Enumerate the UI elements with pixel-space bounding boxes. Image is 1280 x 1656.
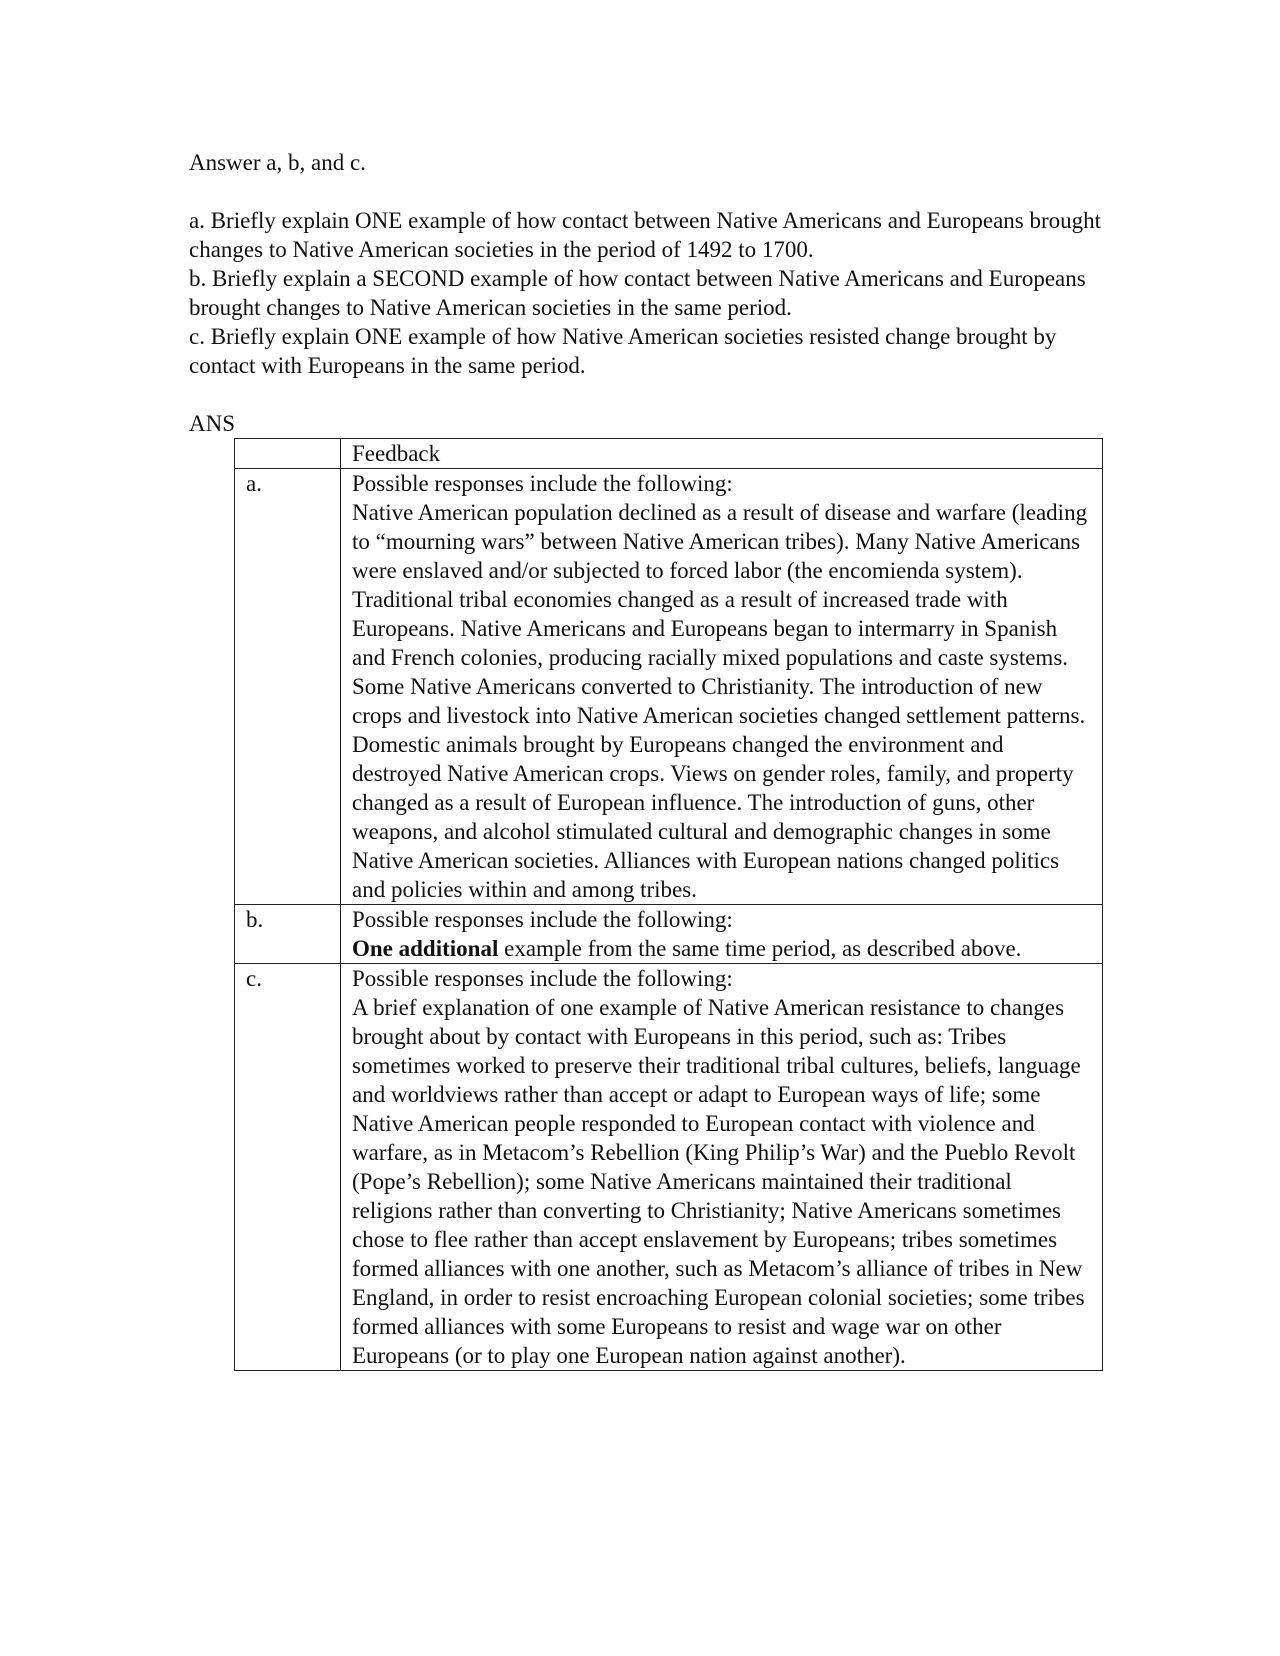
spacer	[189, 380, 1109, 409]
row-body-b-wrapper	[352, 934, 1091, 963]
row-label-a: a.	[235, 469, 341, 905]
row-feedback-b	[341, 905, 1103, 964]
row-body-a: Native American population declined as a result of disease and warfare (leading to “mourning wars” between Native American tribes). Many Native Americans were enslaved and/or subjected to forced labor (the encomienda system). Traditional tribal economies changed as a result of increased trade with Europeans. Native Americans and Europeans began to intermarry in Spanish and French colonies, producing racially mixed populations and caste systems. Some Native Americans converted to Christianity. The introduction of new crops and livestock into Native American societies changed settlement patterns. Domestic animals brought by Europeans changed the environment and destroyed Native American crops. Views on gender roles, family, and property changed as a result of European influence. The introduction of guns, other weapons, and alcohol stimulated cultural and demographic changes in some Native American societies. Alliances with European nations changed politics and policies within and among tribes.	[352, 500, 1088, 902]
row-label-c: c.	[235, 964, 341, 1371]
question-a: a. Briefly explain ONE example of how contact between Native Americans and Europeans brought changes to Native American societies in the period of 1492 to 1700.	[189, 208, 1102, 262]
row-intro-b: Possible responses include the following:	[352, 907, 733, 932]
feedback-table	[234, 438, 1103, 1371]
table-row-c	[235, 964, 1103, 1371]
table-header-row	[235, 439, 1103, 469]
row-label-b: b.	[235, 905, 341, 964]
table-row-a	[235, 469, 1103, 905]
row-body-c: A brief explanation of one example of Native American resistance to changes brought about by contact with Europeans in this period, such as: Tribes sometimes worked to preserve their traditional tribal cultures, beliefs, language and worldviews rather than accept or adapt to European ways of life; some Native American people responded to European contact with violence and warfare, as in Metacom’s Rebellion (King Philip’s War) and the Pueblo Revolt (Pope’s Rebellion); some Native Americans maintained their traditional religions rather than converting to Christianity; Native Americans sometimes chose to flee rather than accept enslavement by Europeans; tribes sometimes formed alliances with one another, such as Metacom’s alliance of tribes in New England, in order to resist encroaching European colonial societies; some tribes formed alliances with some Europeans to resist and wage war on other Europeans (or to play one European nation against another).	[352, 995, 1085, 1368]
row-intro-c: Possible responses include the following:	[352, 966, 733, 991]
question-b: b. Briefly explain a SECOND example of how contact between Native Americans and Europeans brought changes to Native American societies in the same period.	[189, 266, 1086, 320]
row-intro-a: Possible responses include the following:	[352, 471, 733, 496]
instruction-text: Answer a, b, and c.	[189, 150, 366, 175]
spacer	[189, 177, 1109, 206]
header-blank-cell	[235, 439, 341, 469]
table-row-b	[235, 905, 1103, 964]
question-c: c. Briefly explain ONE example of how Native American societies resisted change brought by contact with Europeans in the same period.	[189, 324, 1057, 378]
header-feedback-cell: Feedback	[341, 439, 1103, 469]
row-feedback-c	[341, 964, 1103, 1371]
row-body-b: example from the same time period, as described above.	[498, 936, 1022, 961]
row-body-b-bold: One additional	[352, 936, 499, 961]
ans-label: ANS	[189, 411, 236, 436]
row-feedback-a	[341, 469, 1103, 905]
document-content	[189, 148, 1109, 1371]
